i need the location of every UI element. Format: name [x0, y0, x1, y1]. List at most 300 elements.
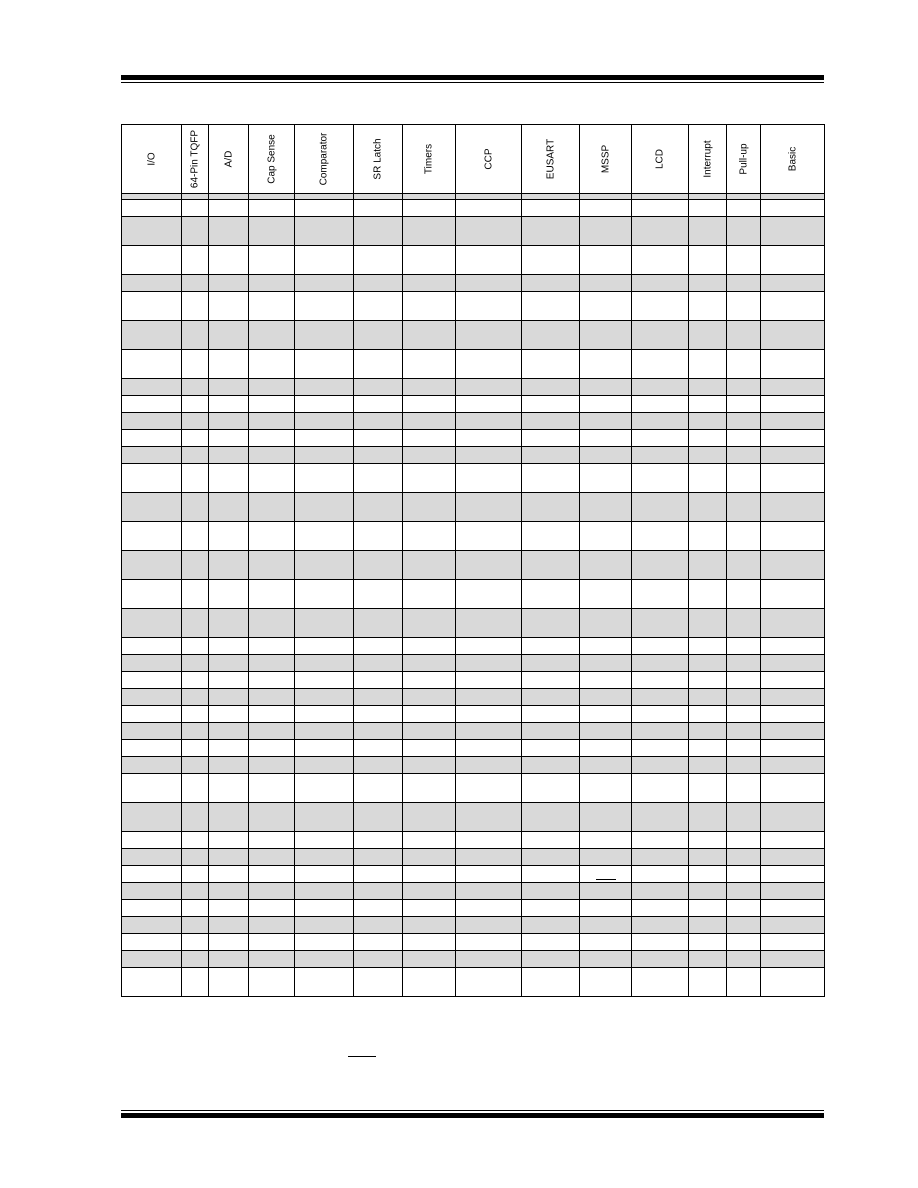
- column-header-label: EUSART: [545, 138, 556, 180]
- table-cell: [456, 672, 522, 689]
- table-cell: [522, 447, 580, 464]
- pin-allocation-table: [121, 124, 825, 997]
- table-cell: [632, 551, 689, 580]
- column-header: [182, 125, 209, 194]
- table-cell: [580, 803, 632, 832]
- table-row: [122, 609, 825, 638]
- table-cell: [122, 917, 182, 934]
- table-cell: [632, 413, 689, 430]
- table-cell: [122, 934, 182, 951]
- table-cell: [403, 321, 456, 350]
- table-cell: [580, 609, 632, 638]
- table-row: [122, 217, 825, 246]
- table-cell: [403, 689, 456, 706]
- table-cell: [632, 464, 689, 493]
- table-cell: [689, 951, 727, 968]
- table-cell: [182, 689, 209, 706]
- table-cell: [403, 447, 456, 464]
- table-cell: [209, 900, 249, 917]
- table-cell: [580, 275, 632, 292]
- table-cell: [522, 934, 580, 951]
- table-cell: [689, 883, 727, 900]
- table-cell: [456, 917, 522, 934]
- table-cell: [689, 832, 727, 849]
- table-cell: [632, 292, 689, 321]
- table-cell: [761, 413, 825, 430]
- table-cell: [632, 638, 689, 655]
- table-cell: [632, 379, 689, 396]
- table-cell: [689, 638, 727, 655]
- table-cell: [689, 934, 727, 951]
- table-cell: [632, 430, 689, 447]
- table-cell: [761, 464, 825, 493]
- table-cell: [761, 866, 825, 883]
- table-cell: [209, 757, 249, 774]
- table-cell: [295, 551, 354, 580]
- table-cell: [295, 689, 354, 706]
- table-cell: [295, 246, 354, 275]
- table-cell: [295, 655, 354, 672]
- table-row: [122, 883, 825, 900]
- table-row: [122, 968, 825, 997]
- table-cell: [761, 551, 825, 580]
- table-cell: [249, 522, 295, 551]
- table-cell: [456, 934, 522, 951]
- table-cell: [249, 849, 295, 866]
- table-cell: [249, 246, 295, 275]
- table-cell: [182, 934, 209, 951]
- table-cell: [295, 217, 354, 246]
- table-cell: [354, 655, 403, 672]
- table-cell: [403, 900, 456, 917]
- table-row: [122, 951, 825, 968]
- table-cell: [689, 379, 727, 396]
- table-cell: [522, 217, 580, 246]
- table-cell: [522, 413, 580, 430]
- table-cell: [354, 706, 403, 723]
- table-cell: [403, 551, 456, 580]
- table-cell: [456, 447, 522, 464]
- table-cell: [295, 413, 354, 430]
- table-cell: [632, 706, 689, 723]
- table-cell: [354, 757, 403, 774]
- table-cell: [354, 447, 403, 464]
- table-cell: [295, 396, 354, 413]
- table-cell: [580, 672, 632, 689]
- column-header: [209, 125, 249, 194]
- table-cell: [354, 379, 403, 396]
- table-row: [122, 740, 825, 757]
- table-cell: [122, 246, 182, 275]
- column-header: [122, 125, 182, 194]
- table-cell: [182, 493, 209, 522]
- table-cell: [403, 217, 456, 246]
- table-cell: [295, 522, 354, 551]
- table-cell: [249, 740, 295, 757]
- table-cell: [522, 638, 580, 655]
- table-cell: [580, 413, 632, 430]
- table-cell: [403, 522, 456, 551]
- table-cell: [522, 275, 580, 292]
- table-cell: [456, 968, 522, 997]
- column-header-label: Pull-up: [738, 143, 749, 175]
- table-cell: [727, 832, 761, 849]
- table-cell: [354, 689, 403, 706]
- table-cell: [249, 275, 295, 292]
- table-cell: [689, 672, 727, 689]
- table-cell: [295, 774, 354, 803]
- table-cell: [249, 866, 295, 883]
- table-row: [122, 672, 825, 689]
- table-cell: [354, 609, 403, 638]
- table-cell: [249, 951, 295, 968]
- table-cell: [761, 883, 825, 900]
- table-cell: [182, 740, 209, 757]
- table-cell: [727, 275, 761, 292]
- table-cell: [122, 968, 182, 997]
- table-cell: [689, 292, 727, 321]
- table-cell: [522, 292, 580, 321]
- table-cell: [209, 866, 249, 883]
- table-cell: [689, 774, 727, 803]
- table-cell: [761, 934, 825, 951]
- table-cell: [403, 638, 456, 655]
- table-cell: [249, 413, 295, 430]
- table-cell: [403, 968, 456, 997]
- table-cell: [209, 740, 249, 757]
- table-cell: [354, 430, 403, 447]
- table-cell: [456, 740, 522, 757]
- table-cell: [182, 522, 209, 551]
- table-cell: [727, 723, 761, 740]
- table-cell: [354, 551, 403, 580]
- table-cell: [522, 350, 580, 379]
- table-cell: [403, 849, 456, 866]
- table-cell: [209, 522, 249, 551]
- table-cell: [295, 464, 354, 493]
- column-header-label: Interrupt: [702, 140, 713, 178]
- table-cell: [580, 832, 632, 849]
- table-cell: [295, 883, 354, 900]
- table-cell: [354, 200, 403, 217]
- table-cell: [122, 275, 182, 292]
- table-row: [122, 832, 825, 849]
- table-cell: [689, 849, 727, 866]
- table-cell: [456, 774, 522, 803]
- table-cell: [249, 832, 295, 849]
- table-cell: [249, 723, 295, 740]
- table-cell: [354, 866, 403, 883]
- table-cell: [632, 757, 689, 774]
- table-cell: [727, 706, 761, 723]
- table-row: [122, 447, 825, 464]
- table-cell: [249, 447, 295, 464]
- table-cell: [403, 200, 456, 217]
- table-row: [122, 464, 825, 493]
- table-cell: [689, 275, 727, 292]
- table-cell: [209, 493, 249, 522]
- table-cell: [727, 951, 761, 968]
- table-cell: [456, 275, 522, 292]
- table-cell: [580, 849, 632, 866]
- table-row: [122, 379, 825, 396]
- table-cell: [761, 609, 825, 638]
- table-cell: [456, 493, 522, 522]
- table-cell: [295, 866, 354, 883]
- table-cell: [456, 413, 522, 430]
- table-cell: [761, 774, 825, 803]
- table-cell: [632, 723, 689, 740]
- table-row: [122, 900, 825, 917]
- table-cell: [182, 774, 209, 803]
- table-cell: [727, 447, 761, 464]
- table-cell: [689, 350, 727, 379]
- table-cell: [761, 689, 825, 706]
- table-cell: [761, 350, 825, 379]
- table-cell: [209, 689, 249, 706]
- table-cell: [122, 740, 182, 757]
- table-cell: [727, 968, 761, 997]
- table-cell: [182, 951, 209, 968]
- table-cell: [632, 493, 689, 522]
- table-cell: [522, 689, 580, 706]
- table-cell: [689, 493, 727, 522]
- table-cell: [580, 522, 632, 551]
- table-cell: [727, 740, 761, 757]
- table-cell: [727, 917, 761, 934]
- table-cell: [209, 217, 249, 246]
- table-cell: [209, 883, 249, 900]
- table-cell: [689, 917, 727, 934]
- table-cell: [580, 917, 632, 934]
- table-cell: [354, 849, 403, 866]
- table-cell: [727, 200, 761, 217]
- table-cell: [403, 951, 456, 968]
- table-cell: [689, 217, 727, 246]
- table-cell: [727, 689, 761, 706]
- bottom-rule: [121, 1113, 824, 1118]
- table-cell: [249, 551, 295, 580]
- table-cell: [522, 740, 580, 757]
- table-cell: [122, 803, 182, 832]
- table-cell: [209, 968, 249, 997]
- table-cell: [122, 447, 182, 464]
- table-cell: [182, 379, 209, 396]
- table-cell: [632, 609, 689, 638]
- table-cell: [122, 464, 182, 493]
- table-cell: [249, 934, 295, 951]
- table-cell: [249, 379, 295, 396]
- table-cell: [403, 396, 456, 413]
- table-cell: [122, 900, 182, 917]
- table-cell: [632, 866, 689, 883]
- table-cell: [295, 379, 354, 396]
- table-cell: [354, 740, 403, 757]
- table-cell: [209, 803, 249, 832]
- table-cell: [354, 917, 403, 934]
- table-row: [122, 396, 825, 413]
- table-cell: [295, 706, 354, 723]
- table-cell: [249, 292, 295, 321]
- table-cell: [354, 638, 403, 655]
- table-cell: [249, 638, 295, 655]
- table-cell: [249, 689, 295, 706]
- table-cell: [122, 655, 182, 672]
- table-cell: [761, 951, 825, 968]
- table-cell: [354, 350, 403, 379]
- table-cell: [632, 321, 689, 350]
- table-cell: [632, 350, 689, 379]
- table-cell: [295, 951, 354, 968]
- table-cell: [522, 580, 580, 609]
- top-rule-thin: [121, 82, 824, 83]
- table-cell: [456, 464, 522, 493]
- table-cell: [689, 866, 727, 883]
- table-cell: [182, 447, 209, 464]
- table-cell: [522, 951, 580, 968]
- table-cell: [354, 832, 403, 849]
- table-cell: [209, 774, 249, 803]
- table-cell: [727, 655, 761, 672]
- column-header: [632, 125, 689, 194]
- table-cell: [727, 246, 761, 275]
- column-header: [403, 125, 456, 194]
- table-cell: [122, 866, 182, 883]
- table-cell: [689, 803, 727, 832]
- table-cell: [456, 655, 522, 672]
- table-cell: [354, 672, 403, 689]
- table-cell: [295, 832, 354, 849]
- table-cell: [182, 321, 209, 350]
- table-cell: [580, 447, 632, 464]
- table-row: [122, 292, 825, 321]
- table-cell: [122, 706, 182, 723]
- table-cell: [209, 396, 249, 413]
- table-row: [122, 757, 825, 774]
- table-cell: [354, 321, 403, 350]
- table-cell: [295, 200, 354, 217]
- table-cell: [456, 200, 522, 217]
- table-cell: [403, 580, 456, 609]
- table-cell: [522, 723, 580, 740]
- table-cell: [209, 292, 249, 321]
- table-cell: [727, 672, 761, 689]
- table-cell: [689, 757, 727, 774]
- table-cell: [522, 321, 580, 350]
- table-row: [122, 246, 825, 275]
- table-cell: [456, 883, 522, 900]
- table-cell: [182, 832, 209, 849]
- table-cell: [354, 275, 403, 292]
- table-cell: [122, 832, 182, 849]
- column-header: [580, 125, 632, 194]
- table-cell: [580, 655, 632, 672]
- table-cell: [761, 672, 825, 689]
- table-cell: [122, 551, 182, 580]
- table-cell: [632, 275, 689, 292]
- table-cell: [632, 883, 689, 900]
- table-cell: [727, 464, 761, 493]
- table-cell: [182, 803, 209, 832]
- table-cell: [580, 430, 632, 447]
- table-cell: [209, 350, 249, 379]
- table-cell: [580, 689, 632, 706]
- table-cell: [456, 951, 522, 968]
- table-cell: [761, 430, 825, 447]
- table-cell: [403, 740, 456, 757]
- table-cell: [727, 803, 761, 832]
- table-cell: [727, 350, 761, 379]
- table-cell: [522, 430, 580, 447]
- table-cell: [761, 522, 825, 551]
- table-cell: [580, 580, 632, 609]
- table-cell: [580, 464, 632, 493]
- table-cell: [209, 200, 249, 217]
- table-cell: [456, 292, 522, 321]
- table-cell: [522, 200, 580, 217]
- table-cell: [522, 883, 580, 900]
- table-cell: [249, 396, 295, 413]
- table-cell: [727, 217, 761, 246]
- table-cell: [403, 275, 456, 292]
- table-cell: [689, 413, 727, 430]
- footnote-overbar: [348, 1056, 376, 1057]
- table-cell: [632, 246, 689, 275]
- table-cell: [761, 706, 825, 723]
- table-cell: [632, 217, 689, 246]
- table-cell: [209, 275, 249, 292]
- table-cell: [354, 493, 403, 522]
- table-cell: [122, 292, 182, 321]
- table-cell: [632, 774, 689, 803]
- table-cell: [632, 934, 689, 951]
- table-cell: [403, 672, 456, 689]
- table-row: [122, 774, 825, 803]
- table-cell: [456, 849, 522, 866]
- table-cell: [354, 580, 403, 609]
- table-cell: [403, 493, 456, 522]
- table-cell: [689, 580, 727, 609]
- table-cell: [295, 723, 354, 740]
- column-header-label: Timers: [423, 143, 435, 175]
- overbar-mark: [596, 879, 616, 880]
- table-cell: [122, 217, 182, 246]
- table-cell: [632, 580, 689, 609]
- table-cell: [632, 740, 689, 757]
- table-cell: [182, 413, 209, 430]
- table-cell: [456, 217, 522, 246]
- table-cell: [249, 968, 295, 997]
- column-header-label: CCP: [483, 148, 494, 170]
- column-header: [689, 125, 727, 194]
- table-cell: [761, 217, 825, 246]
- table-cell: [249, 757, 295, 774]
- table-cell: [689, 430, 727, 447]
- table-cell: [403, 350, 456, 379]
- table-cell: [249, 917, 295, 934]
- table-cell: [580, 723, 632, 740]
- table-cell: [122, 951, 182, 968]
- table-cell: [632, 200, 689, 217]
- table-cell: [761, 757, 825, 774]
- table-cell: [182, 275, 209, 292]
- table-row: [122, 866, 825, 883]
- table-cell: [632, 968, 689, 997]
- table-cell: [522, 493, 580, 522]
- table-cell: [122, 723, 182, 740]
- table-cell: [689, 447, 727, 464]
- table-cell: [456, 246, 522, 275]
